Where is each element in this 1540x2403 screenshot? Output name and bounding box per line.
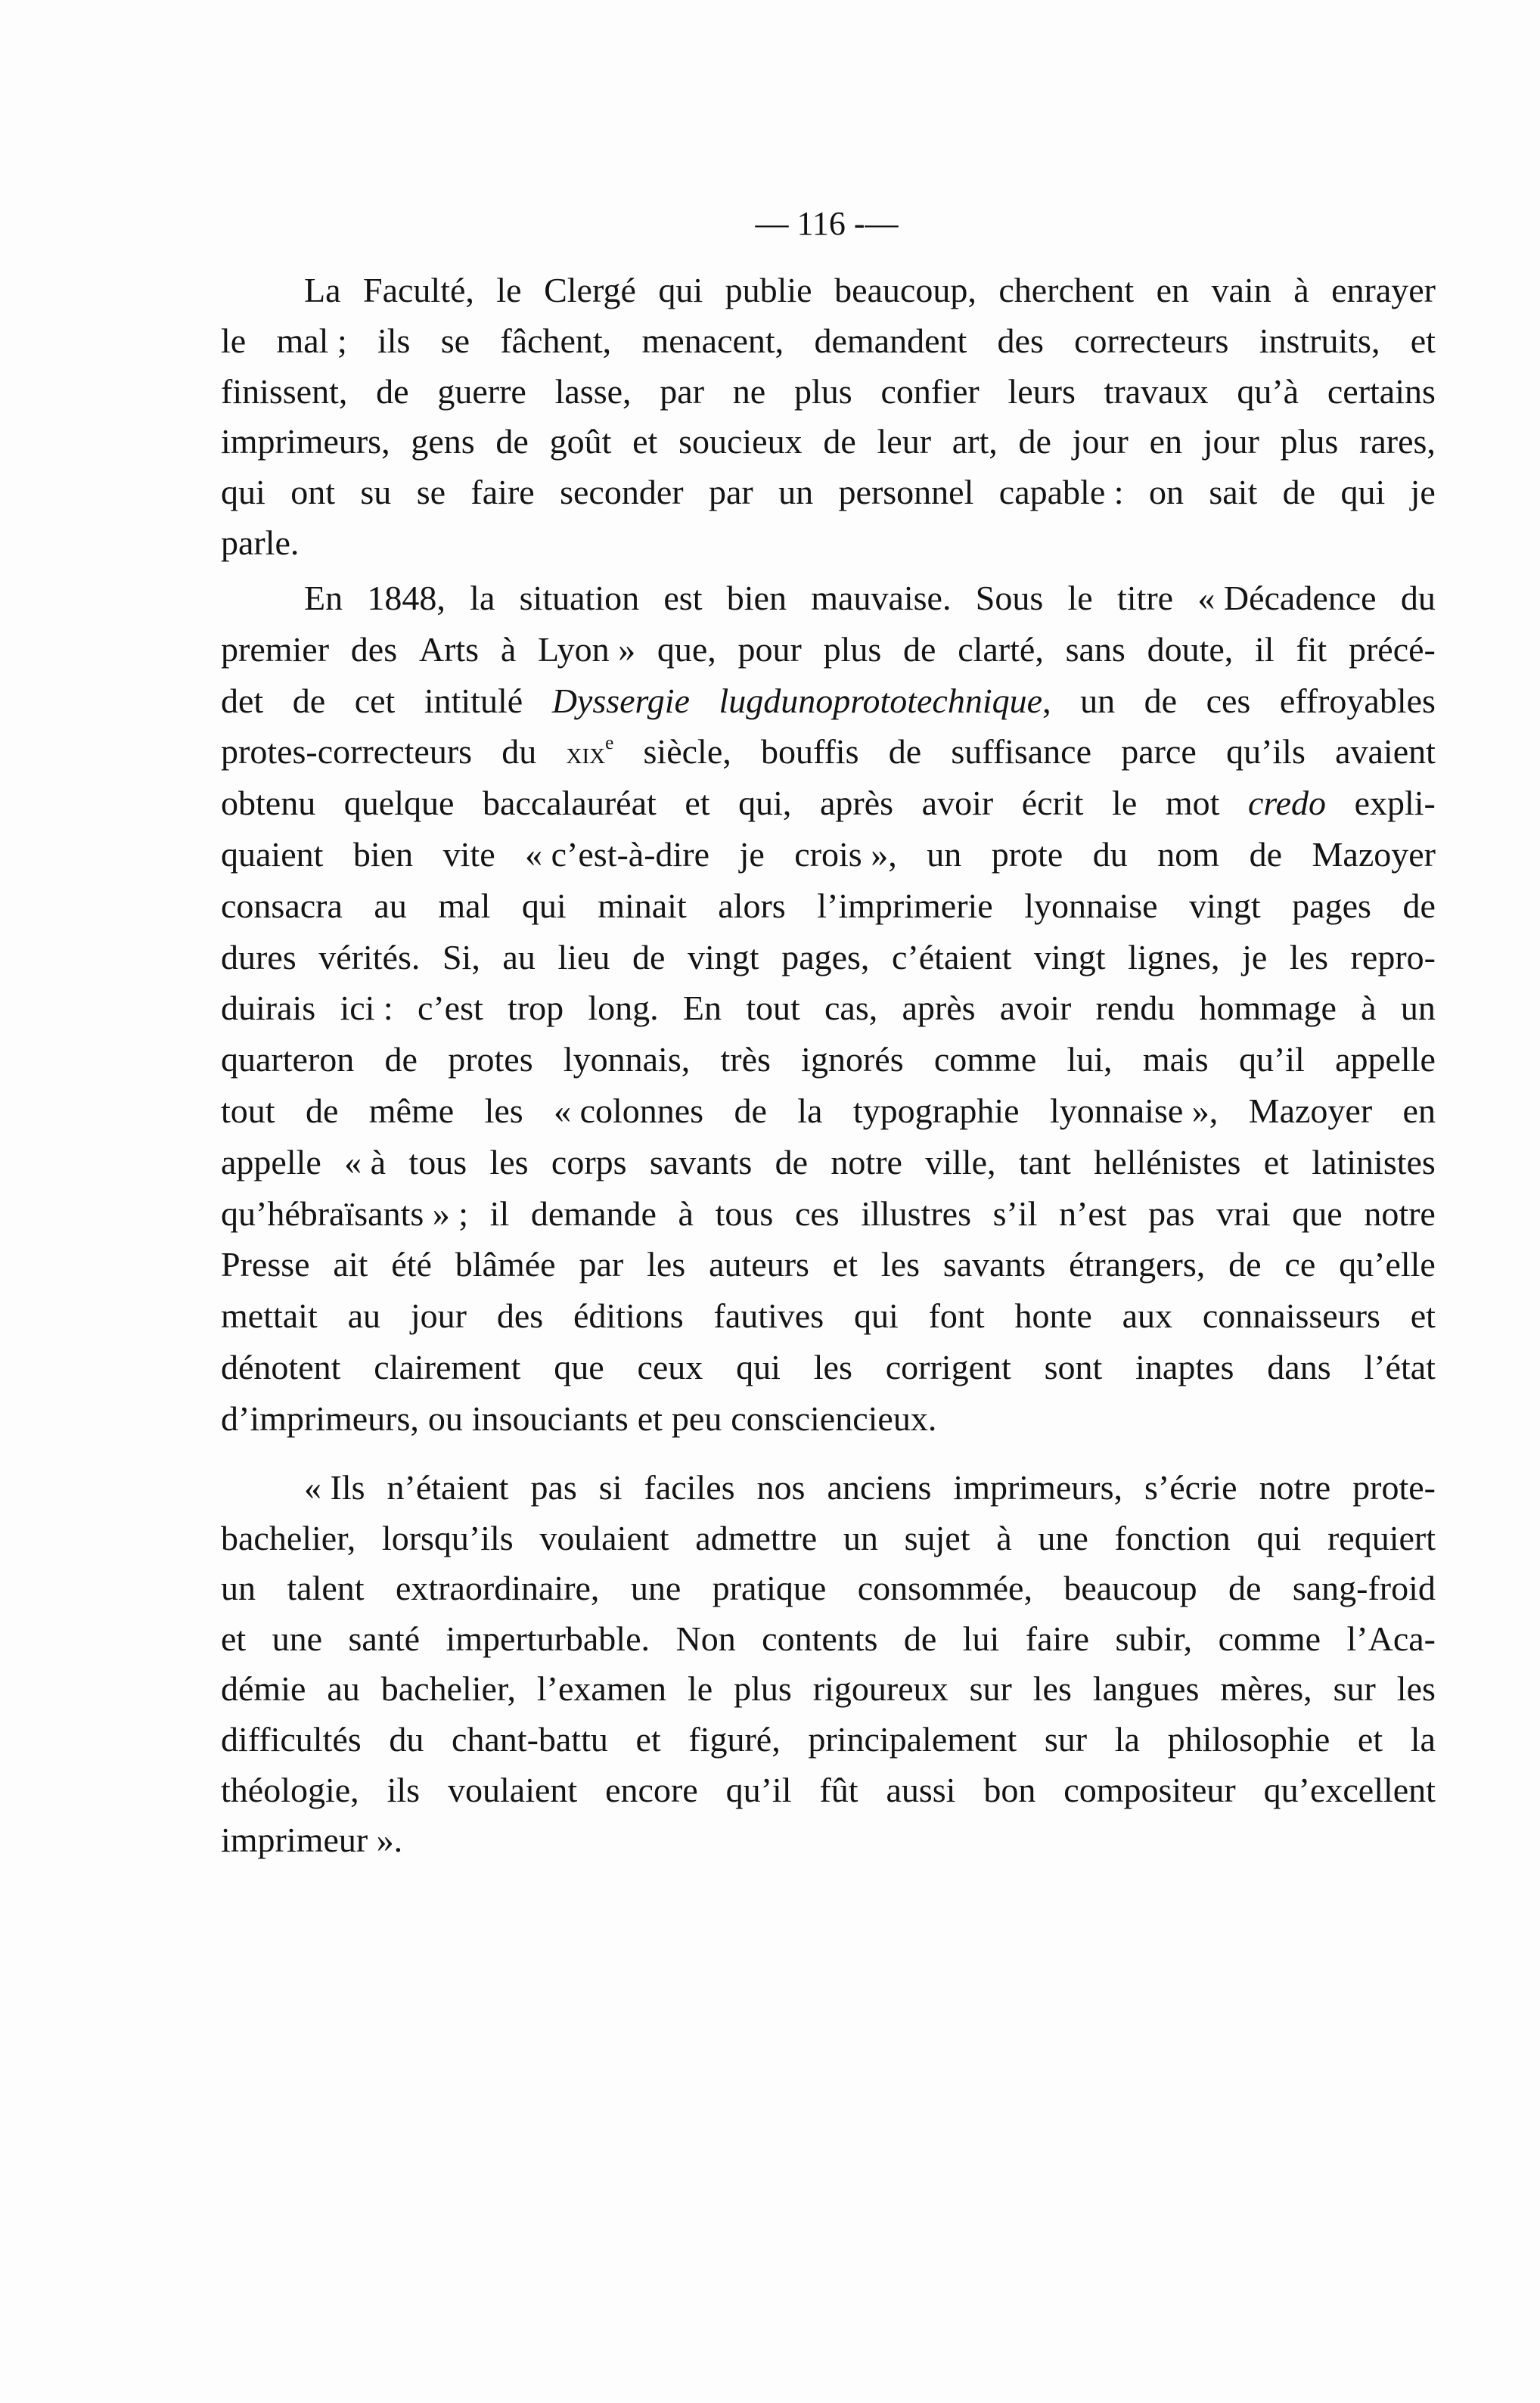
- text-line: duirais ici : c’est trop long. En tout cas, après avoir rendu hommage à un: [221, 989, 1436, 1028]
- text-line: imprimeurs, gens de goût et soucieux de leur art, de jour en jour plus rares,: [221, 422, 1436, 461]
- text-line: quarteron de protes lyonnais, très ignorés comme lui, mais qu’il appelle: [221, 1040, 1436, 1079]
- text-line: tout de même les « colonnes de la typographie lyonnaise », Mazoyer en: [221, 1091, 1436, 1130]
- text-line: et une santé imperturbable. Non contents de lui faire subir, comme l’Aca-: [221, 1619, 1436, 1658]
- text-line: parle.: [221, 523, 300, 562]
- text-line: le mal ; ils se fâchent, menacent, demandent des correcteurs instruits, et: [221, 321, 1436, 360]
- text-line: protes-correcteurs du xix$^e$ siècle, bouffis de suffisance parce qu’ils avaient: [221, 732, 1436, 772]
- text-line: finissent, de guerre lasse, par ne plus confier leurs travaux qu’à certains: [221, 371, 1436, 411]
- text-line: premier des Arts à Lyon » que, pour plus de clarté, sans doute, il fit précé-: [221, 629, 1436, 669]
- text-line: mettait au jour des éditions fautives qui font honte aux connaisseurs et: [221, 1296, 1436, 1336]
- text-line: qui ont su se faire seconder par un personnel capable : on sait de qui je: [221, 473, 1436, 512]
- text-line: dénotent clairement que ceux qui les corrigent sont inaptes dans l’état: [221, 1348, 1436, 1386]
- text-line: La Faculté, le Clergé qui publie beaucoup, cherchent en vain à enrayer: [304, 271, 1436, 309]
- text-line: difficultés du chant-battu et figuré, principalement sur la philosophie et la: [221, 1720, 1436, 1759]
- text-line: obtenu quelque baccalauréat et qui, après avoir écrit le mot credo expli-: [221, 784, 1436, 823]
- page-number: — 116 -—: [755, 205, 899, 242]
- text-line: bachelier, lorsqu’ils voulaient admettre un sujet à une fonction qui requiert: [221, 1518, 1436, 1557]
- text-line: consacra au mal qui minait alors l’imprimerie lyonnaise vingt pages de: [221, 886, 1436, 925]
- text-line: Presse ait été blâmée par les auteurs et les savants étrangers, de ce qu’elle: [221, 1245, 1436, 1284]
- text-line: appelle « à tous les corps savants de notre ville, tant hellénistes et latinistes: [221, 1142, 1436, 1181]
- text-line: En 1848, la situation est bien mauvaise. Sous le titre « Décadence du: [304, 579, 1436, 617]
- text-line: det de cet intitulé Dyssergie lugdunoprototechnique, un de ces effroyables: [221, 681, 1436, 720]
- text-line: quaient bien vite « c’est-à-dire je crois », un prote du nom de Mazoyer: [221, 835, 1436, 874]
- text-line: qu’hébraïsants » ; il demande à tous ces illustres s’il n’est pas vrai que notre: [221, 1194, 1436, 1233]
- text-line: dures vérités. Si, au lieu de vingt pages, c’étaient vingt lignes, je les repro-: [221, 937, 1436, 976]
- text-line: théologie, ils voulaient encore qu’il fût aussi bon compositeur qu’excellent: [221, 1770, 1436, 1809]
- text-line: démie au bachelier, l’examen le plus rigoureux sur les langues mères, sur les: [221, 1669, 1436, 1709]
- text-line: « Ils n’étaient pas si faciles nos anciens imprimeurs, s’écrie notre prote-: [304, 1468, 1436, 1507]
- text-line: un talent extraordinaire, une pratique consommée, beaucoup de sang-froid: [221, 1569, 1436, 1608]
- text-line: d’imprimeurs, ou insouciants et peu consciencieux.: [221, 1399, 937, 1438]
- text-line: imprimeur ».: [221, 1821, 403, 1860]
